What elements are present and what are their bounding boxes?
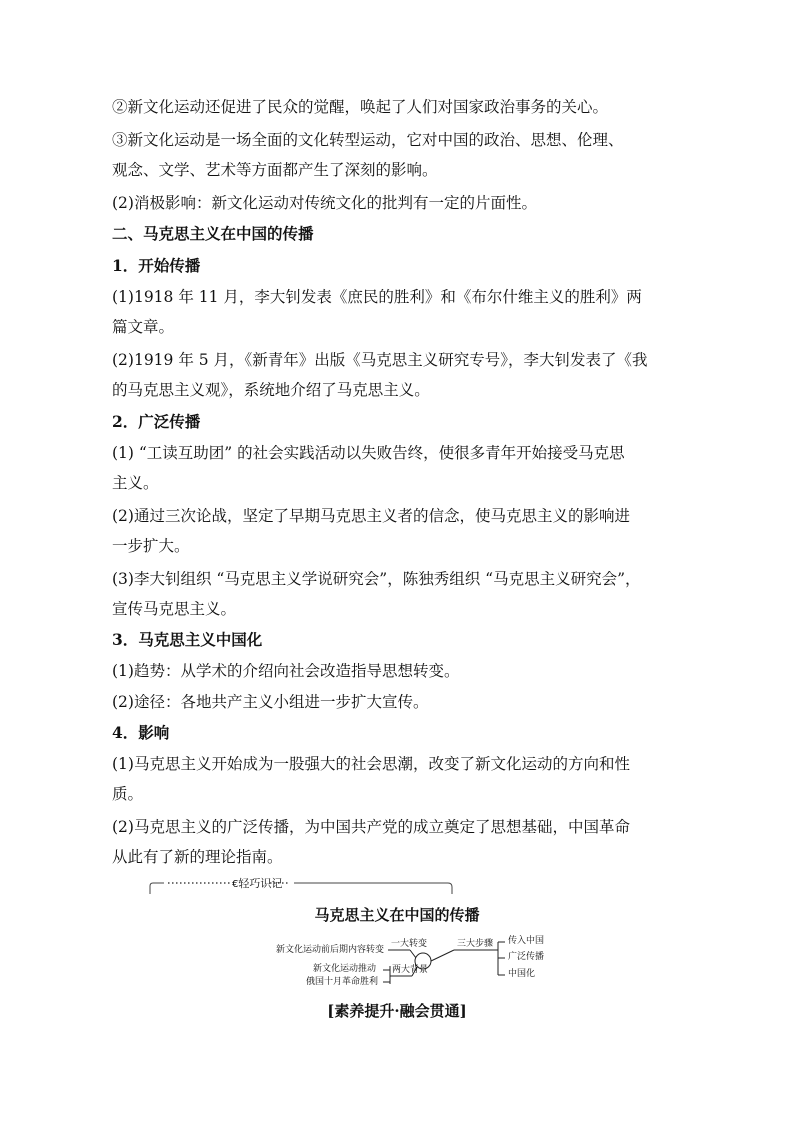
paragraph-cont: 宣传马克思主义。 [112, 600, 237, 618]
subsection-heading: 2．广泛传播 [112, 412, 201, 431]
subsection-heading: 3．马克思主义中国化 [112, 630, 263, 649]
diagram-node: 新文化运动前后期内容转变 [276, 945, 385, 955]
diagram-node: 中国化 [508, 969, 536, 979]
paragraph-cont: 的马克思主义观》，系统地介绍了马克思主义。 [112, 381, 430, 399]
paragraph: (3)李大钊组织 “马克思主义学说研究会”，陈独秀组织 “马克思主义研究会”， [112, 570, 641, 588]
paragraph-cont: 观念、文学、艺术等方面都产生了深刻的影响。 [112, 161, 438, 179]
paragraph: ③新文化运动是一场全面的文化转型运动，它对中国的政治、思想、伦理、 [112, 131, 624, 149]
paragraph-cont: 主义。 [112, 474, 159, 492]
diagram-node: 俄国十月革命胜利 [306, 977, 379, 987]
paragraph: (2)通过三次论战，坚定了早期马克思主义者的信念，使马克思主义的影响进 [112, 507, 630, 525]
paragraph: (2)消极影响：新文化运动对传统文化的批判有一定的片面性。 [112, 194, 537, 212]
subsection-heading: 1．开始传播 [112, 256, 201, 275]
paragraph-cont: 一步扩大。 [112, 537, 190, 555]
diagram-title: 马克思主义在中国的传播 [314, 906, 480, 924]
diagram-edge-label: 三大步骤 [457, 939, 494, 949]
paragraph: ②新文化运动还促进了民众的觉醒，唤起了人们对国家政治事务的关心。 [112, 98, 609, 116]
diagram-node: 传入中国 [508, 936, 545, 946]
section-heading: 二、马克思主义在中国的传播 [112, 224, 314, 243]
diagram-edge-label: 两大背景 [392, 965, 429, 975]
diagram-edge-label: 一大转变 [391, 939, 428, 949]
paragraph: (1)1918 年 11 月，李大钊发表《庶民的胜利》和《布尔什维主义的胜利》两 [112, 288, 642, 306]
paragraph-cont: 质。 [112, 785, 144, 803]
paragraph: (1) “工读互助团” 的社会实践活动以失败告终，使很多青年开始接受马克思 [112, 444, 625, 462]
diagram-node: 广泛传播 [508, 952, 545, 962]
tip-label: €轻巧识记 [232, 877, 283, 890]
paragraph-cont: 从此有了新的理论指南。 [112, 848, 283, 866]
paragraph: (1)马克思主义开始成为一股强大的社会思潮，改变了新文化运动的方向和性 [112, 755, 630, 773]
paragraph: (2)马克思主义的广泛传播，为中国共产党的成立奠定了思想基础，中国革命 [112, 818, 630, 836]
paragraph: (1)趋势：从学术的介绍向社会改造指导思想转变。 [112, 662, 460, 680]
paragraph: (2)途径：各地共产主义小组进一步扩大宣传。 [112, 693, 429, 711]
subsection-heading: 4．影响 [112, 723, 170, 742]
section-footer-heading: [素养提升·融会贯通] [327, 1002, 467, 1020]
paragraph: (2)1919 年 5 月，《新青年》出版《马克思主义研究专号》，李大钊发表了《我 [112, 351, 648, 369]
paragraph-cont: 篇文章。 [112, 318, 175, 336]
diagram-node: 新文化运动推动 [313, 964, 377, 974]
leaf-icon: € [232, 879, 239, 890]
